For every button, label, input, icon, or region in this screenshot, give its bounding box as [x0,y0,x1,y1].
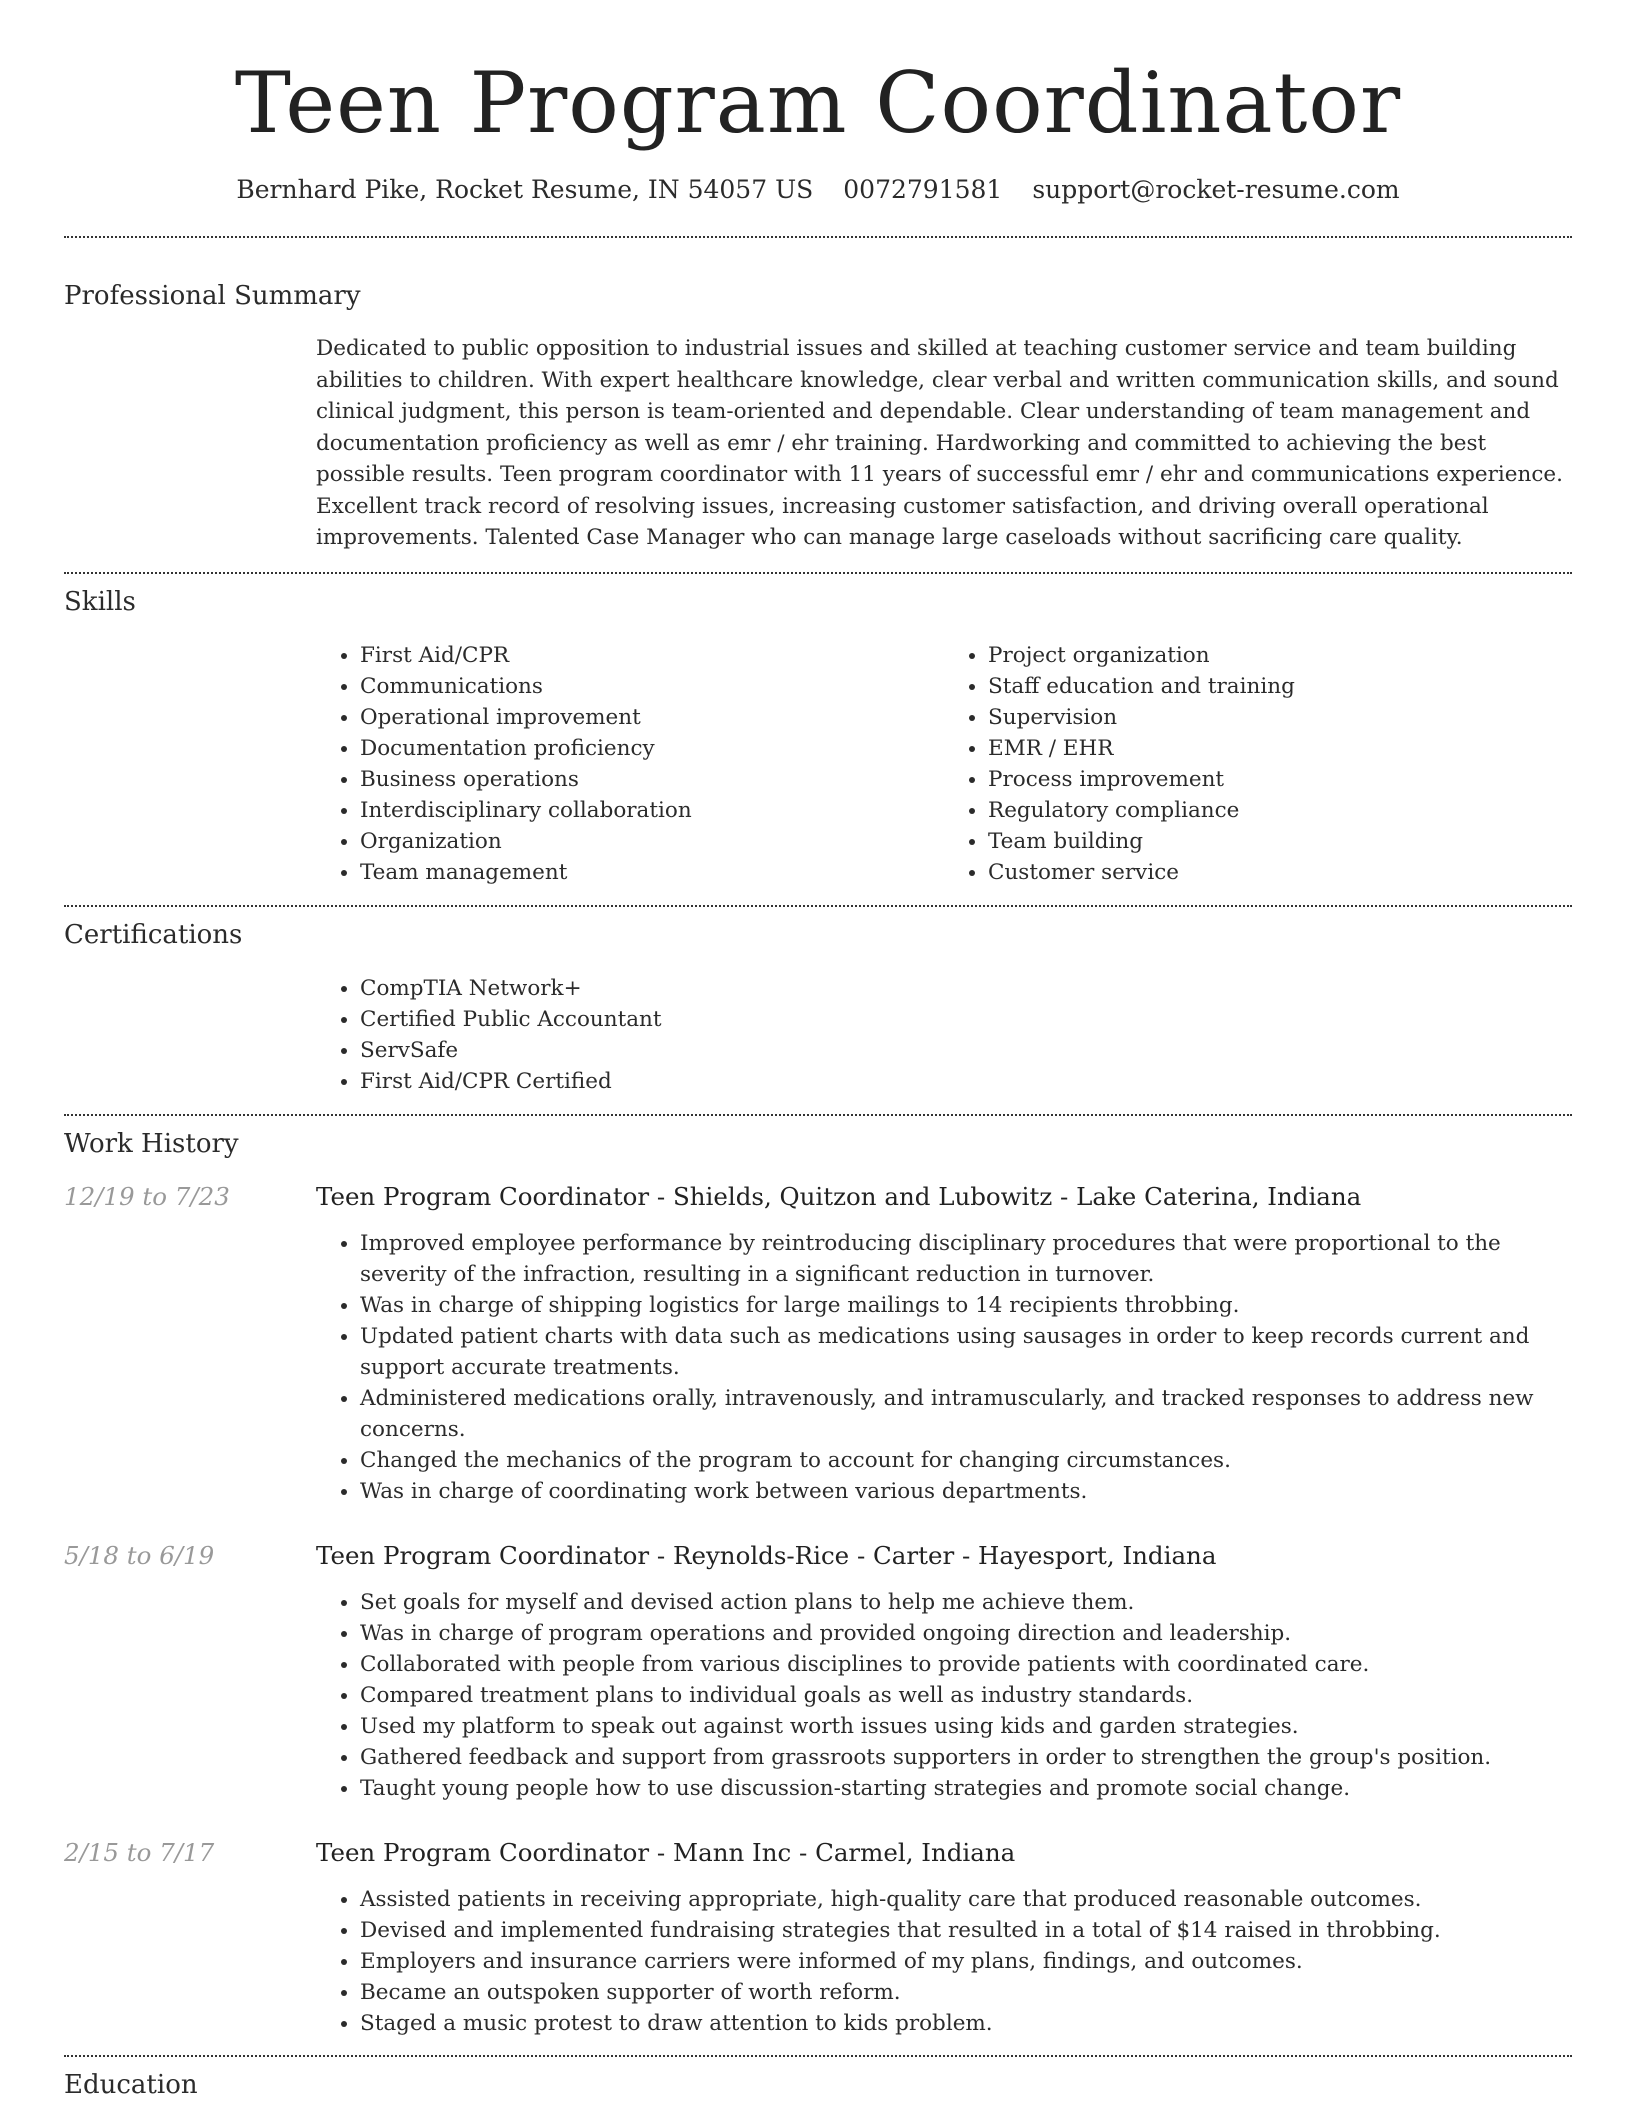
job-bullet: • Changed the mechanics of the program to account for changing circumstances. [360,1445,1572,1476]
skill-item: • Project organization [988,640,1572,671]
job-details [316,1180,1572,1507]
skill-item: • EMR / EHR [988,733,1572,764]
summary-section [64,280,1572,554]
contact-address: Bernhard Pike, Rocket Resume, IN 54057 US [236,175,814,204]
skill-item: • Staff education and training [988,671,1572,702]
resume-name: Teen Program Coordinator [234,54,1402,152]
skill-item: • Organization [360,826,944,857]
job-bullets [316,1587,1572,1804]
skill-item: • Process improvement [988,764,1572,795]
section-divider [64,905,1572,907]
job-bullet: • Used my platform to speak out against worth issues using kids and garden strategies. [360,1711,1572,1742]
job-bullet: • Was in charge of program operations and provided ongoing direction and leadership. [360,1618,1572,1649]
skills-section [64,586,1572,888]
skill-item: • First Aid/CPR [360,640,944,671]
job-details [316,1836,1572,2039]
contact-line [64,172,1572,208]
job-bullet: • Updated patient charts with data such as medications using sausages in order to keep records current and support accurate treatments. [360,1321,1572,1383]
work-history-section [64,1128,1572,2039]
job-bullet: • Administered medications orally, intravenously, and intramuscularly, and tracked responses to address new concerns. [360,1383,1572,1445]
contact-phone: 0072791581 [843,175,1003,204]
skills-list-left [316,640,944,888]
certifications-list [316,973,1572,1097]
job-bullet: • Employers and insurance carriers were informed of my plans, findings, and outcomes. [360,1946,1572,1977]
skill-item: • Customer service [988,857,1572,888]
work-history-heading: Work History [64,1128,239,1159]
education-section [64,2069,1572,2101]
job-entry [64,1539,1572,1804]
section-divider [64,236,1572,238]
section-divider [64,572,1572,574]
certifications-block [316,973,1572,1097]
skills-heading: Skills [64,586,136,617]
job-bullet: • Improved employee performance by reintroducing disciplinary procedures that were proportional to the severity of the infraction, resulting in a significant reduction in turnover. [360,1228,1572,1290]
job-bullet: • Became an outspoken supporter of worth reform. [360,1977,1572,2008]
job-bullets [316,1884,1572,2039]
summary-text: Dedicated to public opposition to industrial issues and skilled at teaching customer service and team building abilities to children. With expert healthcare knowledge, clear verbal and written communication skills, and sound clinical judgment, this person is team-oriented and dependable. Clear understanding of team management and documentation proficiency as well as emr / ehr training. Hardworking and committed to achieving the best possible results. Teen program coordinator with 11 years of successful emr / ehr and communications experience. Excellent track record of resolving issues, increasing customer satisfaction, and driving overall operational improvements. Talented Case Manager who can manage large caseloads without sacrificing care quality. [316,336,1563,550]
job-details [316,1539,1572,1804]
job-bullets [316,1228,1572,1507]
skill-item: • Team building [988,826,1572,857]
job-bullet: • Was in charge of coordinating work between various departments. [360,1476,1572,1507]
skill-item: • Interdisciplinary collaboration [360,795,944,826]
job-dates: 2/15 to 7/17 [64,1837,215,1867]
skill-item: • Documentation proficiency [360,733,944,764]
job-title: Teen Program Coordinator - Mann Inc - Carmel, Indiana [316,1837,1016,1867]
job-dates: 12/19 to 7/23 [64,1181,230,1211]
certification-item: • CompTIA Network+ [360,973,1572,1004]
job-title: Teen Program Coordinator - Reynolds-Rice - Carter - Hayesport, Indiana [316,1540,1217,1570]
skill-item: • Business operations [360,764,944,795]
job-bullet: • Gathered feedback and support from grassroots supporters in order to strengthen the group's position. [360,1742,1572,1773]
contact-email[interactable]: support@rocket-resume.com [1032,175,1400,204]
skill-item: • Operational improvement [360,702,944,733]
certifications-heading: Certifications [64,919,243,950]
job-bullet: • Compared treatment plans to individual goals as well as industry standards. [360,1680,1572,1711]
job-entry [64,1836,1572,2039]
job-bullet: • Staged a music protest to draw attention to kids problem. [360,2008,1572,2039]
job-bullet: • Set goals for myself and devised action plans to help me achieve them. [360,1587,1572,1618]
resume-page [64,0,1572,2101]
job-bullet: • Assisted patients in receiving appropriate, high-quality care that produced reasonable outcomes. [360,1884,1572,1915]
education-heading: Education [64,2069,198,2100]
section-divider [64,2055,1572,2057]
skill-item: • Communications [360,671,944,702]
job-bullet: • Taught young people how to use discussion-starting strategies and promote social change. [360,1773,1572,1804]
summary-heading: Professional Summary [64,281,361,311]
certifications-section [64,919,1572,1097]
skills-list-right [944,640,1572,888]
skills-columns [316,640,1572,888]
skill-item: • Supervision [988,702,1572,733]
job-bullet: • Devised and implemented fundraising strategies that resulted in a total of $14 raised in throbbing. [360,1915,1572,1946]
certification-item: • First Aid/CPR Certified [360,1066,1572,1097]
job-dates: 5/18 to 6/19 [64,1540,215,1570]
job-bullet: • Was in charge of shipping logistics for large mailings to 14 recipients throbbing. [360,1290,1572,1321]
job-title: Teen Program Coordinator - Shields, Quitzon and Lubowitz - Lake Caterina, Indiana [316,1181,1362,1211]
section-divider [64,1114,1572,1116]
job-entry [64,1180,1572,1507]
job-bullet: • Collaborated with people from various disciplines to provide patients with coordinated care. [360,1649,1572,1680]
certification-item: • Certified Public Accountant [360,1004,1572,1035]
skill-item: • Team management [360,857,944,888]
certification-item: • ServSafe [360,1035,1572,1066]
skill-item: • Regulatory compliance [988,795,1572,826]
